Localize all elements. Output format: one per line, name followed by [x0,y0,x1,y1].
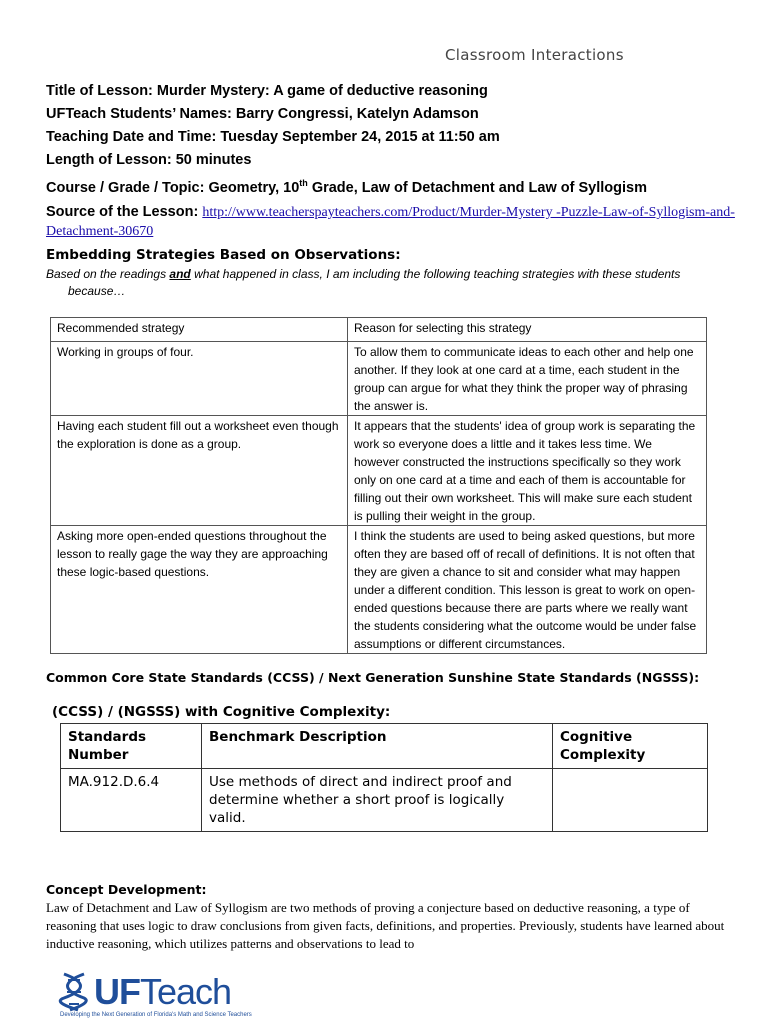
reason-cell: To allow them to communicate ideas to each other and help one another. If they look at one card at a time, each student in the group can argue for what they think the proper way of phrasing the answer is. [348,342,707,416]
students-label: UFTeach Students’ Names: [46,106,236,122]
table-header-row [61,724,708,769]
logo-teach: Teach [140,971,232,1012]
concept-body: Law of Detachment and Law of Syllogism are two methods of proving a conjecture based on deductive reasoning, a type of reasoning that uses logic to draw conclusions from given facts, definitions, and properties. Previously, students have learned about inductive reasoning, which utilizes patterns and observations to lead to [46,900,725,951]
page-header-title: Classroom Interactions [445,46,624,64]
source-line [46,203,736,241]
strategy-cell: Asking more open-ended questions throughout the lesson to really gage the way they are approaching these logic-based questions. [51,526,348,654]
column-header: Benchmark Description [202,724,553,769]
course-label: Course / Grade / Topic: [46,179,209,196]
lesson-title-line [46,80,736,103]
intro-text-b: what happened in class, I am including the following teaching strategies with these students [190,267,681,281]
strategy-table [50,317,707,654]
embedding-heading: Embedding Strategies Based on Observations: [46,247,401,263]
intro-text-c: because… [68,284,126,298]
lesson-title-label: Title of Lesson: [46,83,157,99]
column-header: Reason for selecting this strategy [348,318,707,342]
dna-helix-icon [58,972,92,1012]
table-row [61,769,708,832]
strategy-cell: Having each student fill out a worksheet even though the exploration is done as a group. [51,416,348,526]
intro-and: and [169,267,191,281]
table-row [51,342,707,416]
reason-cell: It appears that the students' idea of group work is separating the work so everyone does a little and it takes less time. We however constructed the instructions specifically so they work only on one card at a time and each of them is accountable for filling out their own worksheet. This will make sure each student is pulling their weight in the group. [348,416,707,526]
date-label: Teaching Date and Time: [46,129,221,145]
standards-heading: Common Core State Standards (CCSS) / Next Generation Sunshine State Standards (NGSSS): [46,670,700,685]
standard-number-cell: MA.912.D.6.4 [61,769,202,832]
intro-text-a: Based on the readings [46,267,170,281]
length-label: Length of Lesson: [46,152,176,168]
column-header: Cognitive Complexity [553,724,708,769]
ufteach-logo [58,972,318,1024]
embedding-intro [46,266,736,300]
lesson-meta [46,80,736,241]
source-link[interactable]: http://www.teacherspayteachers.com/Product/Murder-Mystery -Puzzle-Law-of-Syllogism-and-Detachment-30670 [46,204,735,239]
course-value-a: Geometry, 10 [208,179,300,196]
strategy-cell: Working in groups of four. [51,342,348,416]
date-line [46,126,736,149]
logo-tagline: Developing the Next Generation of Florida's Math and Science Teachers [60,1012,252,1018]
table-row [51,416,707,526]
students-line [46,103,736,126]
students-value: Barry Congressi, Katelyn Adamson [235,106,479,122]
standards-subheading: (CCSS) / (NGSSS) with Cognitive Complexity: [52,704,391,720]
concept-heading: Concept Development: [46,882,207,897]
source-label: Source of the Lesson: [46,203,203,220]
reason-cell: I think the students are used to being asked questions, but more often they are based off of recall of definitions. It is not often that they are given a chance to sit and consider what may happen under a different condition. This lesson is great to work on open-ended questions because there are parts where we really want the students considering what the outcome would be under false assumptions or different circumstances. [348,526,707,654]
column-header: Standards Number [61,724,202,769]
logo-wordmark [94,971,232,1012]
lesson-title-value: Murder Mystery: A game of deductive reasoning [156,83,488,99]
course-value-b: Grade, Law of Detachment and Law of Syllogism [307,179,647,196]
table-row [51,526,707,654]
length-value: 50 minutes [175,152,252,168]
length-line [46,149,736,172]
logo-uf: UF [94,971,140,1012]
benchmark-description-cell: Use methods of direct and indirect proof and determine whether a short proof is logically valid. [202,769,553,832]
table-header-row [51,318,707,342]
standards-table [60,723,708,832]
course-line [46,172,736,200]
cognitive-complexity-cell [553,769,708,832]
course-sup: th [299,178,308,188]
column-header: Recommended strategy [51,318,348,342]
date-value: Tuesday September 24, 2015 at 11:50 am [220,129,500,145]
